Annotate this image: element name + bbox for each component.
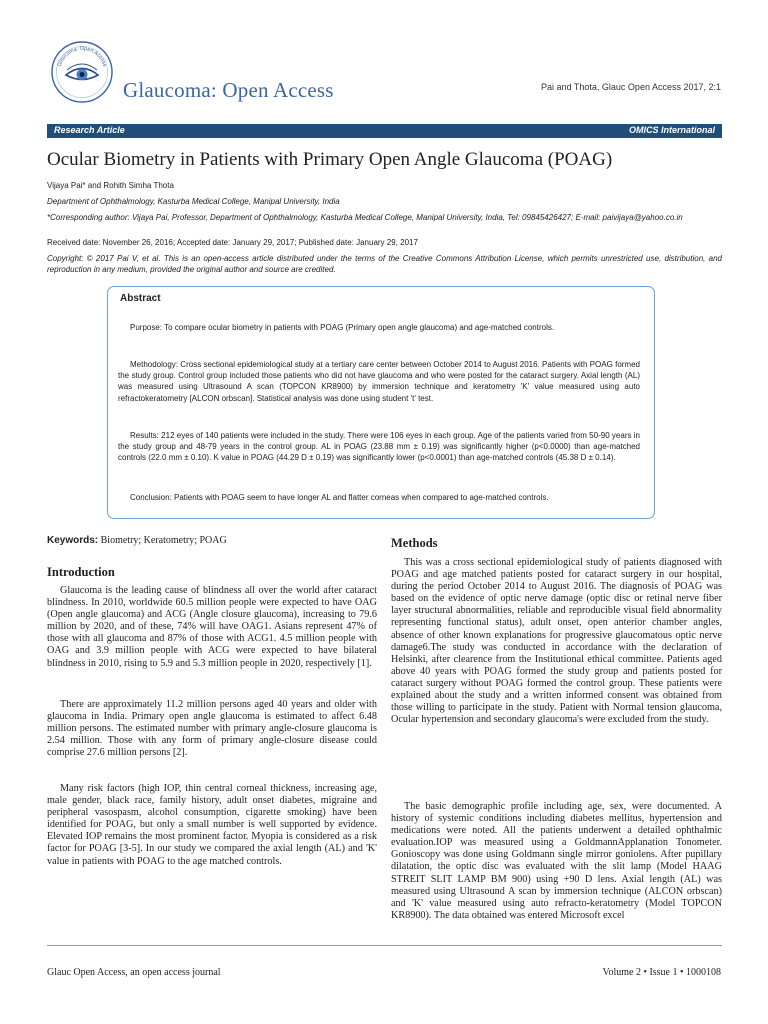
keywords bbox=[47, 535, 227, 546]
abstract-box bbox=[107, 286, 655, 519]
article-type: Research Article bbox=[54, 125, 125, 135]
affiliation: Department of Ophthalmology, Kasturba Medical College, Manipal University, India bbox=[47, 197, 340, 206]
citation: Pai and Thota, Glauc Open Access 2017, 2:1 bbox=[541, 82, 721, 92]
article-dates: Received date: November 26, 2016; Accepted date: January 29, 2017; Published date: January 29, 2017 bbox=[47, 238, 418, 247]
introduction-heading: Introduction bbox=[47, 565, 115, 579]
authors: Vijaya Pai* and Rohith Simha Thota bbox=[47, 181, 174, 190]
methods-heading: Methods bbox=[391, 536, 438, 550]
footer-volume: Volume 2 • Issue 1 • 1000108 bbox=[602, 967, 721, 978]
introduction-paragraph-1: Glaucoma is the leading cause of blindness all over the world after cataract blindness. In 2010, worldwide 60.5 million people were expected to have OAG (Open angle glaucoma) and ACG (Angle closure glaucoma), increasing to 79.6 million by 2020, and of these, 74% will have OAG1. Asians represent 47% of those with all glaucoma and 87% of those with ACG1. 4.5 million people with OAG and 3.9 million people with ACG were expected to have bilateral blindness in 2010, rising to 5.9 and 5.3 million people in 2020, respectively [1]. bbox=[47, 585, 377, 669]
journal-title: Glaucoma: Open Access bbox=[123, 78, 334, 102]
methods-paragraph-1: This was a cross sectional epidemiological study of patients diagnosed with POAG and age matched patients posted for cataract surgery in our hospital, during the period October 2014 to August 2016. The diagnosis of POAG was based on the evidence of optic nerve damage (optic disc or retinal nerve fiber layer structural abnormalities, reliable and reproducible visual field abnormality representing functional status), adult onset, open anterior chamber angles, absence of other known explanations for progressive glaucomatous optic nerve damage6.The study was conducted in accordance with the declaration of Helsinki, after clearence from the Institutional ethical committee. Patients aged above 40 years with POAG formed the study group and patients posted for cataract surgery without POAG formed the control group. These patients were explained about the study and a written informed consent was obtained from those willing to participate in the study. Patient with Normal tension glaucoma, Ocular hypertension and secondary glaucoma's were excluded from the study. bbox=[391, 557, 722, 726]
abstract-methodology: Methodology: Cross sectional epidemiological study at a tertiary care center between October 2014 to August 2016. Patients with POAG formed the study group. Control group included those patients who did not have glaucoma and who were posted for the cataract surgery. Axial length (AL) was measured using Ultrasound A scan (TOPCON KR8900) by immersion technique and keratometry 'K' value measured using auto refractokeratometry [ALCON orbscan]. Statistical analysis was done using student 't' test. bbox=[118, 360, 640, 403]
introduction-paragraph-2: There are approximately 11.2 million persons aged 40 years and older with glaucoma in India. Primary open angle glaucoma is estimated to affect 6.48 million persons. The estimated number with primary angle-closure glaucoma is 2.54 million. Those with any form of primary angle-closure disease could comprise 27.6 million persons [2]. bbox=[47, 699, 377, 759]
abstract-conclusion: Conclusion: Patients with POAG seem to have longer AL and flatter corneas when compared to age-matched controls. bbox=[130, 493, 549, 502]
article-type-bar bbox=[47, 124, 722, 138]
corresponding-author: *Corresponding author: Vijaya Pai, Professor, Department of Ophthalmology, Kasturba Medical College, Manipal University, India, Tel: 09845426427; E-mail: paivijaya@yahoo.co.in bbox=[47, 213, 683, 222]
introduction-paragraph-3: Many risk factors (high IOP, thin central corneal thickness, increasing age, male gender, black race, family history, adult onset diabetes, migraine and peripheral vasospasm, alcohol consumption, cigarette smoking) have been identified for POAG, but only a small number is well supported by evidence. Elevated IOP remains the most prominent factor. Myopia is considered as a risk factor for POAG [3-5]. In our study we compared the axial length (AL) and 'K' value in patients with POAG to the age matched controls. bbox=[47, 783, 377, 867]
publisher: OMICS International bbox=[628, 125, 715, 135]
abstract-heading: Abstract bbox=[120, 293, 161, 304]
abstract-results: Results: 212 eyes of 140 patients were included in the study. There were 106 eyes in each group. Age of the patients varied from 50-90 years in the study group and 48-79 years in the control group. AL in POAG (23.88 mm ± 0.19) was significantly higher (p<0.0000) than age-matched controls (22.0 mm ± 0.10). K value in POAG (44.29 D ± 0.19) was significantly lower (p<0.0001) than age-matched controls (45.38 D ± 0.14). bbox=[118, 431, 640, 463]
footer-rule bbox=[47, 945, 722, 946]
footer-journal: Glauc Open Access, an open access journal bbox=[47, 967, 221, 978]
methods-paragraph-2: The basic demographic profile including age, sex, were documented. A history of systemic conditions including diabetes mellitus, hypertension and medications were noted. All the patients underwent a detailed ophthalmic evaluation.IOP was measured using a GoldmannApplanation Tonometer. Gonioscopy was done using Goldmann single mirror goniolens. After pupillary dilatation, the optic disc was evaluated with the slit lamp (Model HAAG STREIT SLIT LAMP BM 900) using +90 D lens. Axial length (AL) was measured using Ultrasound A scan by immersion technique (ALCON orbscan) and 'K' value measured using auto refracto-keratometry (Model TOPCON KR8900). The data obtained was entered Microsoft excel bbox=[391, 801, 722, 921]
abstract-purpose: Purpose: To compare ocular biometry in patients with POAG (Primary open angle glaucoma) and age-matched controls. bbox=[130, 323, 555, 332]
keywords-text: Biometry; Keratometry; POAG bbox=[100, 535, 227, 546]
keywords-label: Keywords: bbox=[47, 535, 99, 546]
copyright: Copyright: © 2017 Pai V, et al. This is an open-access article distributed under the terms of the Creative Commons Attribution License, which permits unrestricted use, distribution, and reproduction in any medium, provided the original author and source are credited. bbox=[47, 254, 722, 274]
journal-logo bbox=[50, 40, 114, 104]
paper-title: Ocular Biometry in Patients with Primary Open Angle Glaucoma (POAG) bbox=[47, 149, 613, 170]
logo-text: Glaucoma: Open Access bbox=[56, 46, 108, 68]
